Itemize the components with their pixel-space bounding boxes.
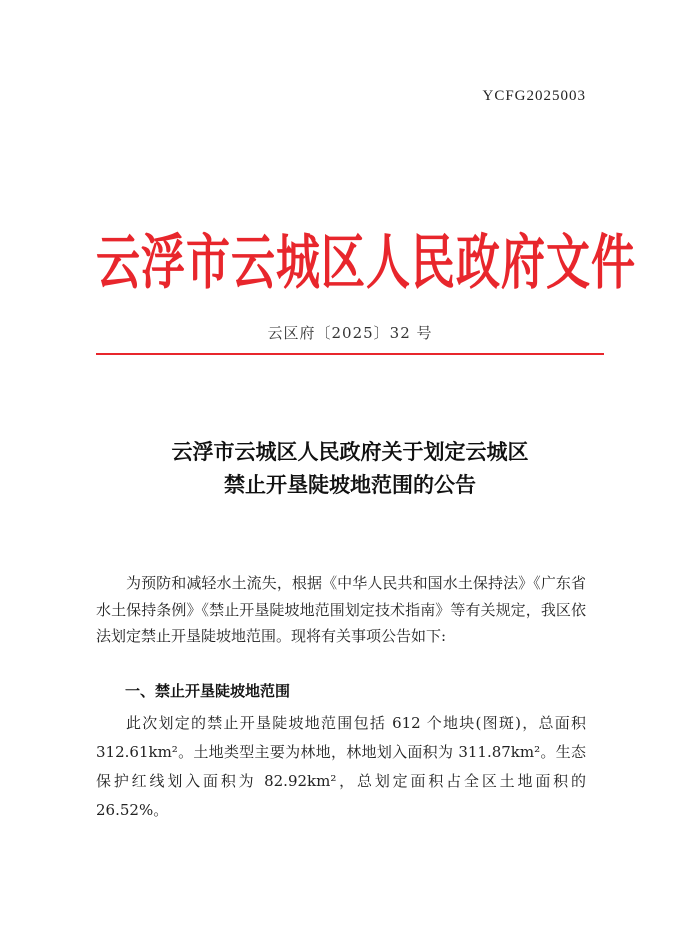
issuer-header: 云浮市云城区人民政府文件 [96, 228, 636, 298]
section-heading: 一、禁止开垦陡坡地范围 [125, 682, 291, 700]
intro-paragraph: 为预防和减轻水土流失，根据《中华人民共和国水土保持法》《广东省水土保持条例》《禁止开垦陡坡地范围划定技术指南》等有关规定，我区依法划定禁止开垦陡坡地范围。现将有关事项公告如下: [96, 574, 586, 645]
title-line-1: 云浮市云城区人民政府关于划定云城区 [171, 440, 529, 464]
document-number: 云区府〔2025〕32 号 [267, 324, 433, 342]
section-paragraph: 此次划定的禁止开垦陡坡地范围包括 612 个地块(图斑)，总面积 312.61km²。土地类型主要为林地，林地划入面积为 311.87km²。生态保护红线划入面积为 82.92km²，总划定面积占全区土地面积的 26.52%。 [96, 714, 586, 819]
document-code: YCFG2025003 [482, 88, 586, 104]
document-title [96, 436, 604, 502]
red-divider [96, 353, 604, 355]
title-line-2: 禁止开垦陡坡地范围的公告 [224, 473, 476, 497]
